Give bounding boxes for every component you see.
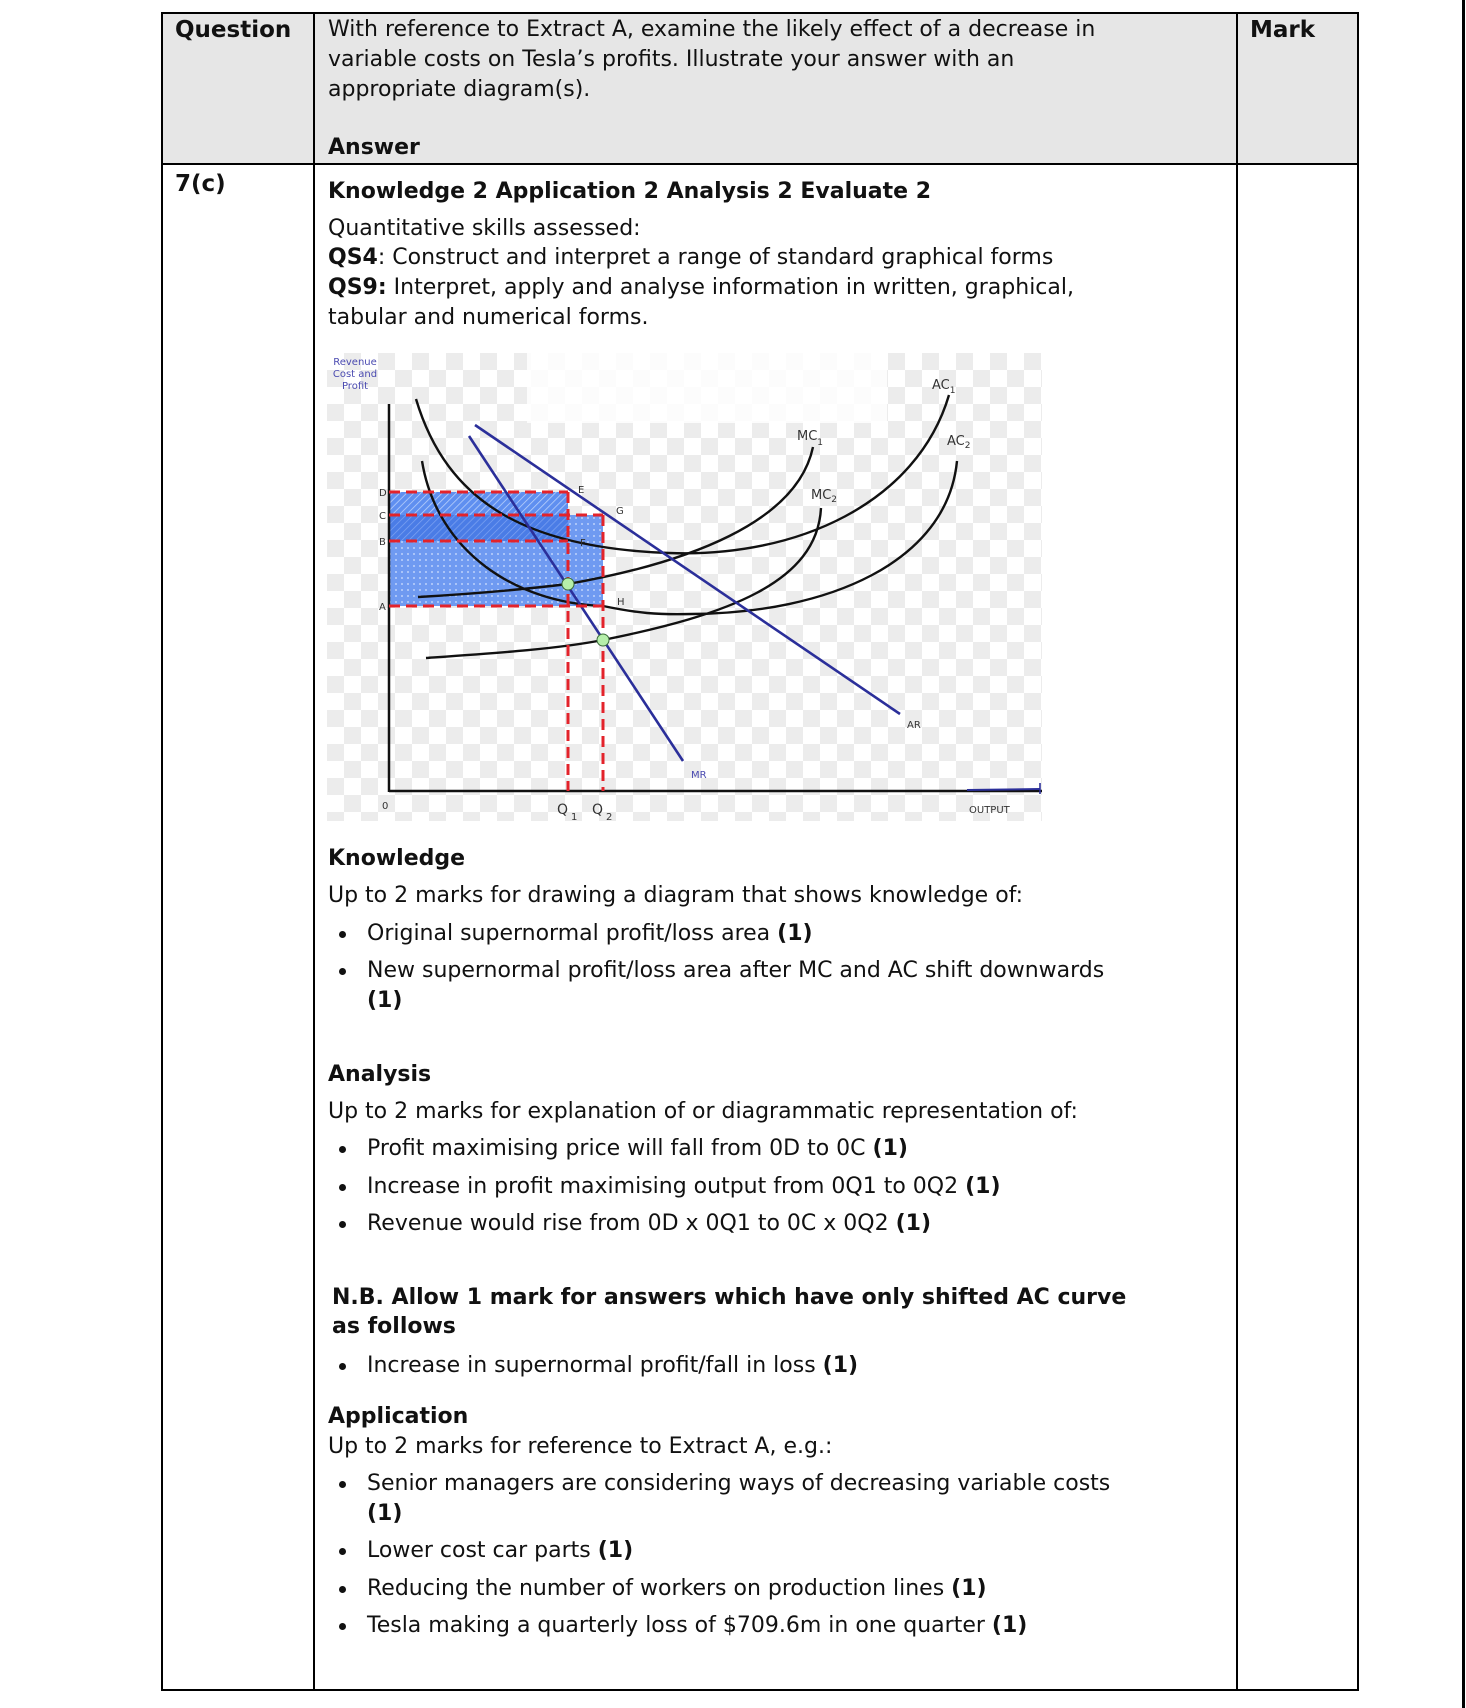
profit-area-overlap [389, 515, 568, 541]
x-axis-label: OUTPUT [969, 805, 1010, 816]
nb-heading-line-1: N.B. Allow 1 mark for answers which have only shifted AC curve [332, 1285, 1127, 1310]
label-ac1: $AC_1$ [932, 378, 956, 396]
label-c: C [379, 511, 386, 522]
table-border-right [1357, 12, 1359, 1691]
question-number: 7(c) [175, 171, 226, 197]
quantitative-skills-intro: Quantitative skills assessed: [328, 216, 641, 241]
origin-label: 0 [382, 801, 389, 812]
bullet-icon [339, 1548, 346, 1555]
answer-label: Answer [328, 135, 420, 160]
diagram-svg [327, 353, 1042, 821]
bullet-icon [339, 1146, 346, 1153]
table-border-top [162, 12, 1359, 14]
label-f: F [580, 538, 586, 549]
analysis-bullet-1: Profit maximising price will fall from 0D to 0C (1) [367, 1136, 908, 1161]
application-bullet-1-mark: (1) [367, 1501, 403, 1526]
bullet-icon [339, 1623, 346, 1630]
price-labels [379, 488, 388, 812]
label-a: A [379, 602, 386, 613]
label-h: H [617, 597, 625, 608]
y-axis-label-line-2: Cost and [332, 369, 378, 380]
analysis-heading: Analysis [328, 1062, 432, 1087]
label-ar: AR [907, 720, 921, 731]
knowledge-intro: Up to 2 marks for drawing a diagram that shows knowledge of: [328, 883, 1024, 908]
qs9-text-line-2: tabular and numerical forms. [328, 305, 649, 330]
label-mc1: $MC_1$ [797, 429, 824, 448]
qs4-line [328, 244, 1053, 272]
bullet-icon [339, 931, 346, 938]
y-axis-label-line-3: Profit [341, 381, 369, 392]
qs4-code: QS4 [328, 245, 378, 270]
bullet-icon [339, 968, 346, 975]
profit-area-original-top [389, 492, 568, 515]
qs9-line [328, 274, 1074, 302]
application-bullet-3: Reducing the number of workers on production lines (1) [367, 1576, 987, 1601]
white-patch [527, 353, 887, 423]
table-column-divider-2 [1236, 12, 1238, 1691]
qs9-text: Interpret, apply and analyse information in written, graphical, [386, 275, 1074, 300]
bullet-icon [339, 1221, 346, 1228]
label-g: G [616, 506, 624, 517]
knowledge-heading: Knowledge [328, 846, 466, 871]
analysis-bullet-3: Revenue would rise from 0D x 0Q1 to 0C x 0Q2 (1) [367, 1211, 932, 1236]
application-bullet-1: Senior managers are considering ways of decreasing variable costs [367, 1471, 1111, 1496]
label-d: D [379, 488, 387, 499]
label-q1: Q $_1$ [557, 802, 578, 821]
x-axis-tail [967, 789, 1040, 790]
question-column-header: Question [175, 17, 292, 43]
application-bullet-2: Lower cost car parts (1) [367, 1538, 634, 1563]
bullet-icon [339, 1586, 346, 1593]
label-e: E [578, 485, 585, 496]
bullet-icon [339, 1184, 346, 1191]
skills-heading: Knowledge 2 Application 2 Analysis 2 Evaluate 2 [328, 179, 932, 204]
question-text-line-3: appropriate diagram(s). [328, 77, 591, 102]
label-mr: MR [691, 770, 707, 781]
question-text-line-1: With reference to Extract A, examine the likely effect of a decrease in [328, 17, 1096, 42]
y-axis-label [333, 357, 377, 392]
application-bullet-4: Tesla making a quarterly loss of $709.6m in one quarter (1) [367, 1613, 1028, 1638]
equilibrium-point-2 [597, 634, 609, 646]
knowledge-bullet-2: New supernormal profit/loss area after MC and AC shift downwards [367, 958, 1105, 983]
nb-heading-line-2: as follows [332, 1314, 456, 1339]
nb-bullet-1: Increase in supernormal profit/fall in loss (1) [367, 1353, 859, 1378]
label-q2: Q $_2$ [592, 802, 613, 821]
table-header-divider [162, 163, 1359, 165]
table-border-bottom [162, 1689, 1359, 1691]
table-border-left [161, 12, 163, 1691]
cost-revenue-diagram [327, 353, 1042, 821]
question-text-line-2: variable costs on Tesla’s profits. Illustrate your answer with an [328, 47, 1015, 72]
application-intro: Up to 2 marks for reference to Extract A, e.g.: [328, 1434, 833, 1459]
page-edge-rule [1462, 0, 1465, 1708]
equilibrium-point-1 [562, 578, 574, 590]
bullet-icon [339, 1363, 346, 1370]
knowledge-bullet-2-mark: (1) [367, 988, 403, 1013]
knowledge-bullet-1: Original supernormal profit/loss area (1) [367, 921, 813, 946]
qs9-code: QS9: [328, 275, 387, 300]
bullet-icon [339, 1481, 346, 1488]
quantity-labels [557, 802, 612, 821]
label-mc2: $MC_2$ [811, 488, 838, 505]
table-column-divider-1 [313, 12, 315, 1691]
analysis-intro: Up to 2 marks for explanation of or diagrammatic representation of: [328, 1099, 1078, 1124]
qs4-text: : Construct and interpret a range of standard graphical forms [377, 245, 1054, 270]
curve-labels [691, 378, 1011, 816]
label-ac2: $AC_2$ [947, 434, 971, 451]
mark-column-header: Mark [1250, 17, 1316, 43]
analysis-bullet-2: Increase in profit maximising output from 0Q1 to 0Q2 (1) [367, 1174, 1001, 1199]
y-axis-label-line-1: Revenue [333, 357, 377, 368]
label-b: B [379, 537, 386, 548]
application-heading: Application [328, 1404, 469, 1429]
